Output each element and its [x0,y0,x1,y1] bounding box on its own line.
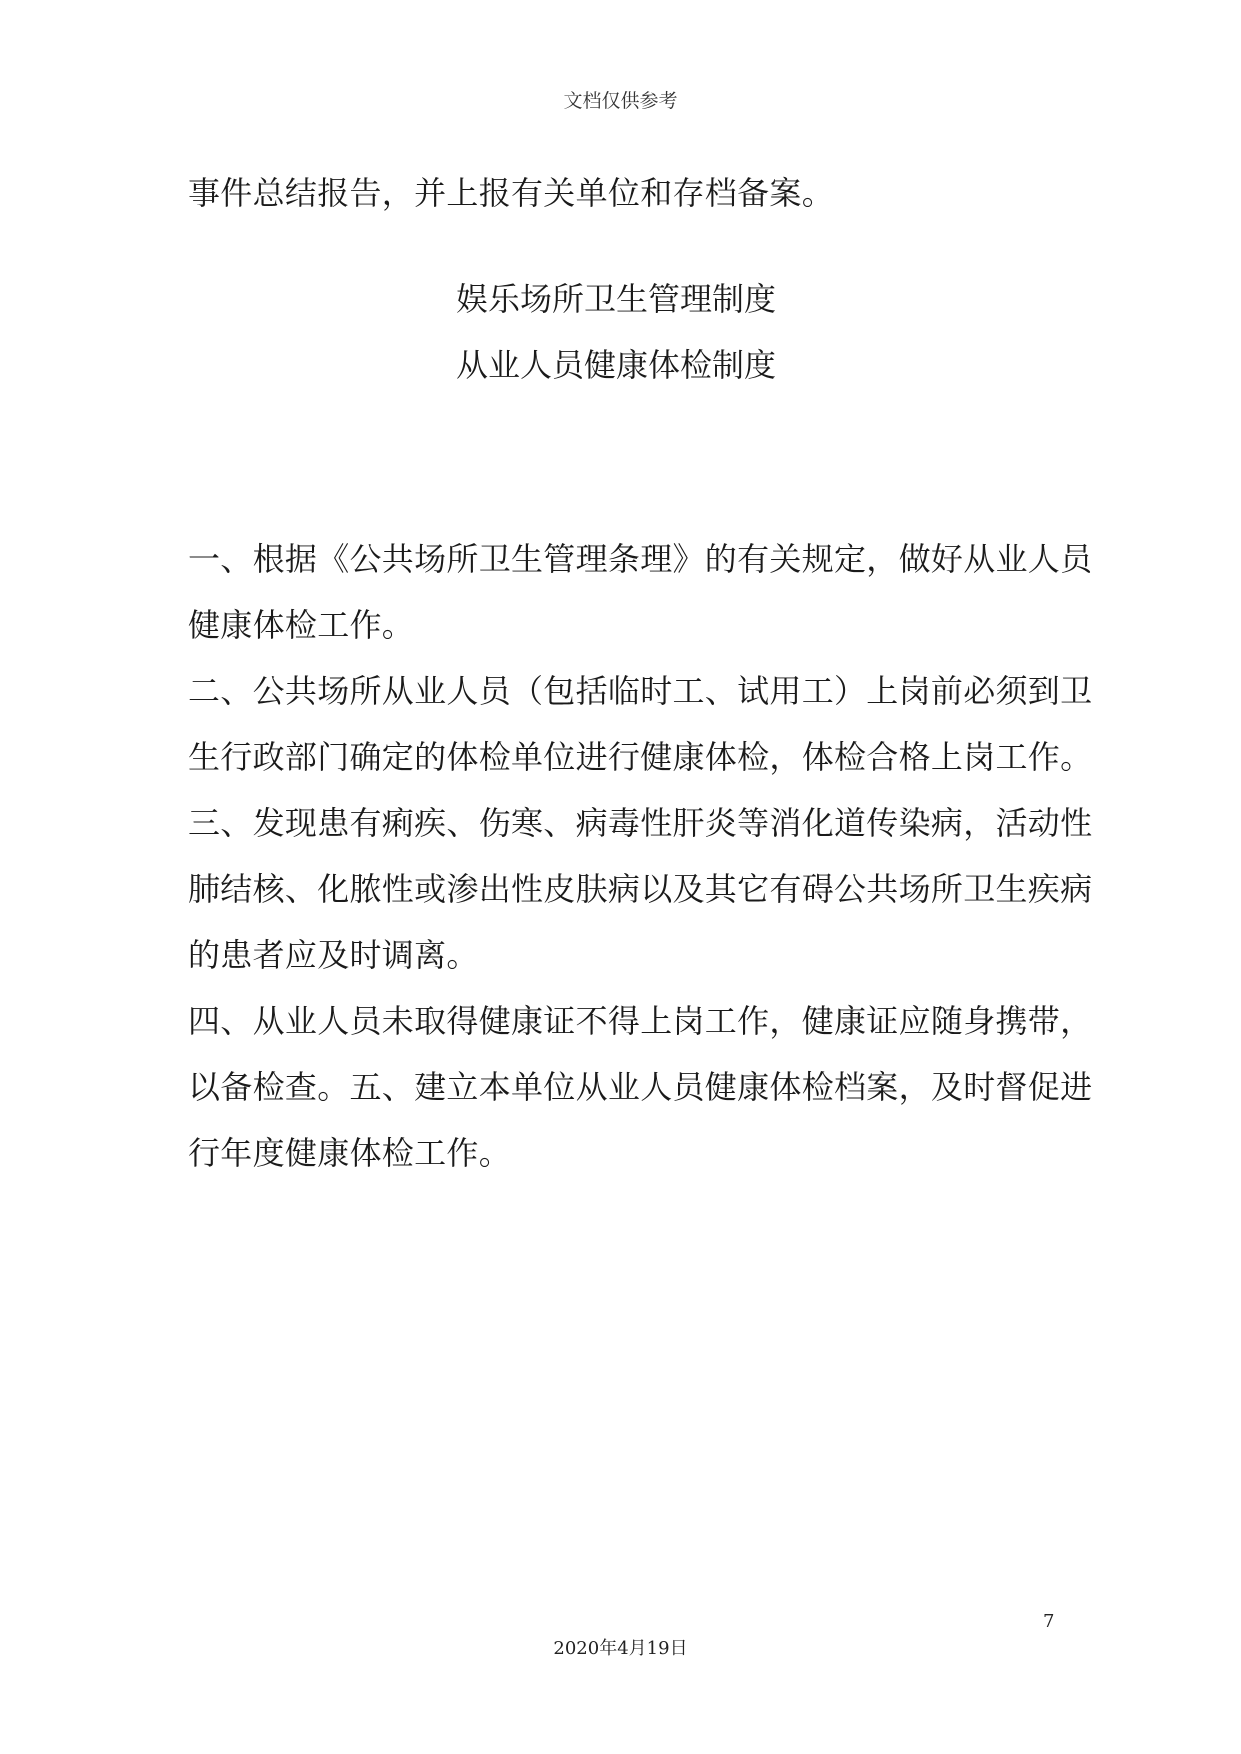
page-number: 7 [1043,1611,1055,1632]
text-line: 以备检查。五、建立本单位从业人员健康体检档案，及时督促进 [188,1068,1093,1106]
regulation-text [188,526,1093,1186]
footer-date: 2020年4月19日 [553,1638,688,1659]
text-line: 四、从业人员未取得健康证不得上岗工作，健康证应随身携带， [188,1002,1093,1040]
main-title: 娱乐场所卫生管理制度 [455,280,776,318]
header-note: 文档仅供参考 [563,90,678,112]
text-line: 生行政部门确定的体检单位进行健康体检，体检合格上岗工作。 [188,738,1093,776]
sub-title: 从业人员健康体检制度 [455,346,776,384]
text-line: 健康体检工作。 [188,606,415,644]
title-block [188,266,1044,398]
text-line: 的患者应及时调离。 [188,936,479,974]
text-line: 行年度健康体检工作。 [188,1134,512,1172]
text-line: 二、公共场所从业人员（包括临时工、试用工）上岗前必须到卫 [188,672,1093,710]
document-body [188,160,1093,1186]
text-line: 三、发现患有痢疾、伤寒、病毒性肝炎等消化道传染病，活动性 [188,804,1093,842]
text-line: 肺结核、化脓性或渗出性皮肤病以及其它有碍公共场所卫生疾病 [188,870,1093,908]
text-line: 一、根据《公共场所卫生管理条理》的有关规定，做好从业人员 [188,540,1093,578]
intro-line: 事件总结报告，并上报有关单位和存档备案。 [188,174,835,212]
